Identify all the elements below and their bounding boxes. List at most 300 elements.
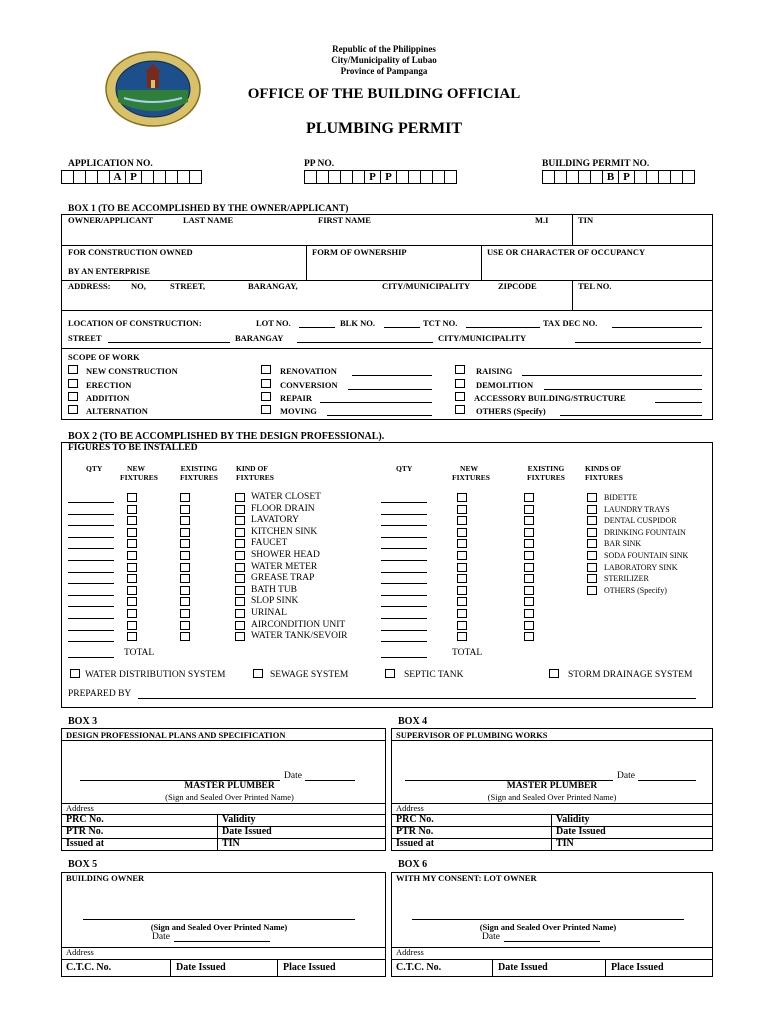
fixture-qty-field[interactable] [381,618,427,619]
box4-title: SUPERVISOR OF PLUMBING WORKS [396,730,548,740]
system-label: WATER DISTRIBUTION SYSTEM [85,670,226,680]
scope-option-label: DEMOLITION [476,380,534,390]
fixture-kind-checkbox[interactable] [235,551,245,560]
box3-address-label: Address [66,803,94,813]
existing-fixture-checkbox[interactable] [180,528,190,537]
fixture-qty-field[interactable] [381,525,427,526]
scope-option-label: REPAIR [280,393,312,403]
fixture-qty-field[interactable] [68,572,114,573]
fixture-kind-label: BIDETTE [604,493,638,502]
qty-header: QTY [86,464,103,473]
application-prefix-2: P [126,170,142,184]
fixture-qty-field[interactable] [381,514,427,515]
fixture-qty-field[interactable] [68,502,114,503]
fixture-qty-field[interactable] [381,595,427,596]
fixture-kind-label: LABORATORY SINK [604,562,678,572]
fixture-kind-label: WATER TANK/SEVOIR [251,631,348,642]
loc-street-label: STREET [68,333,102,343]
application-no-field[interactable] [61,170,202,184]
box3-divider [217,814,218,851]
fixture-kind-label: SODA FOUNTAIN SINK [604,551,689,560]
fixture-qty-field[interactable] [381,606,427,607]
new-fixture-checkbox[interactable] [127,505,137,514]
new-fixture-checkbox[interactable] [127,563,137,572]
mi-label: M.I [535,215,549,225]
fixture-kind-checkbox[interactable] [235,505,245,514]
address-no-label: NO, [131,281,146,291]
new-fixture-checkbox[interactable] [457,632,467,641]
box4-tin-label: TIN [556,838,574,849]
fixture-kind-checkbox[interactable] [235,539,245,548]
fixture-kind-label: OTHERS (Specify) [604,585,667,595]
system-label: SEPTIC TANK [404,670,464,680]
box4-divider [391,803,713,804]
fixture-kind-label: DENTAL CUSPIDOR [604,516,677,526]
blk-no-field[interactable] [384,327,420,328]
fixture-kind-label: AIRCONDITION UNIT [251,619,346,630]
address-barangay-label: BARANGAY, [248,281,298,291]
box5-divider [277,959,278,977]
box1-divider [306,245,307,280]
new-fixtures-header [120,464,158,482]
existing-fixture-checkbox[interactable] [524,574,534,583]
scope-checkbox[interactable] [68,405,78,414]
kinds-fixtures-header [585,464,623,482]
fixture-kind-checkbox[interactable] [587,516,597,525]
fixture-qty-field[interactable] [68,630,114,631]
scope-specify-field[interactable] [327,415,432,416]
scope-checkbox[interactable] [68,365,78,374]
fixture-kind-label: BATH TUB [251,584,298,595]
fixture-kind-checkbox[interactable] [235,516,245,525]
box3-validity-label: Validity [222,814,256,825]
existing-fixtures-header-line: EXISTING [527,464,565,473]
location-label: LOCATION OF CONSTRUCTION: [68,318,202,328]
total-qty-field[interactable] [68,657,114,658]
scope-checkbox[interactable] [68,379,78,388]
building-prefix-2: P [619,170,635,184]
scope-option-label: ACCESSORY BUILDING/STRUCTURE [474,393,626,403]
existing-fixture-checkbox[interactable] [524,528,534,537]
box6-divider [391,959,713,960]
fixture-kind-checkbox[interactable] [235,528,245,537]
prepared-by-label: PREPARED BY [68,689,132,699]
fixture-kind-checkbox[interactable] [587,528,597,537]
box3-title: DESIGN PROFESSIONAL PLANS AND SPECIFICATION [66,730,286,740]
tax-dec-field[interactable] [612,327,702,328]
fixture-qty-field[interactable] [68,537,114,538]
scope-checkbox[interactable] [455,392,465,401]
fixture-kind-checkbox[interactable] [235,621,245,630]
fixture-kind-checkbox[interactable] [235,609,245,618]
existing-fixtures-header-line: EXISTING [180,464,218,473]
fixture-kind-checkbox[interactable] [587,539,597,548]
box5-divider [61,947,386,948]
new-fixture-checkbox[interactable] [127,597,137,606]
fixture-qty-field[interactable] [381,502,427,503]
scope-checkbox[interactable] [68,392,78,401]
loc-barangay-label: BARANGAY [235,333,284,343]
use-occupancy-label: USE OR CHARACTER OF OCCUPANCY [487,247,646,257]
header-municipality: City/Municipality of Lubao [331,55,437,65]
kinds-fixtures-header-line: KINDS OF [585,464,622,473]
box6-divider [605,959,606,977]
existing-fixture-checkbox[interactable] [180,551,190,560]
kind-fixtures-header-line: KIND OF [236,464,268,473]
box4-ptr-label: PTR No. [396,826,434,837]
box4-address-label: Address [396,803,424,813]
existing-fixture-checkbox[interactable] [180,609,190,618]
fixture-kind-label: SLOP SINK [251,596,299,607]
header-republic: Republic of the Philippines [332,44,436,54]
total-label: TOTAL [124,648,155,658]
box2-title: BOX 2 (TO BE ACCOMPLISHED BY THE DESIGN PROFESSIONAL). [68,431,385,442]
new-fixture-checkbox[interactable] [127,574,137,583]
existing-fixtures-header [520,464,572,482]
box4-date-issued-label: Date Issued [556,826,606,837]
scope-checkbox[interactable] [261,379,271,388]
system-label: SEWAGE SYSTEM [270,670,349,680]
fixture-qty-field[interactable] [68,606,114,607]
box4-master-plumber: MASTER PLUMBER [506,781,598,791]
fixture-kind-checkbox[interactable] [587,586,597,595]
box6-date-issued-label: Date Issued [498,962,548,973]
box1-divider [572,280,573,310]
last-name-label: LAST NAME [183,215,234,225]
box6-sign-note: (Sign and Sealed Over Printed Name) [479,922,617,932]
scope-checkbox[interactable] [455,379,465,388]
fixture-kind-label: KITCHEN SINK [251,526,318,537]
new-fixture-checkbox[interactable] [127,586,137,595]
new-fixtures-header-line: NEW [127,464,145,473]
scope-of-work-label: SCOPE OF WORK [68,352,140,362]
new-fixture-checkbox[interactable] [127,539,137,548]
address-street-label: STREET, [170,281,206,291]
fixture-qty-field[interactable] [381,630,427,631]
tin-label: TIN [578,215,594,225]
loc-barangay-field[interactable] [297,342,433,343]
box3-prc-label: PRC No. [66,814,104,825]
box5-sign-note: (Sign and Sealed Over Printed Name) [150,922,288,932]
construction-owned-label: FOR CONSTRUCTION OWNED [68,247,193,257]
building-prefix-1: B [603,170,619,184]
box5-place-issued-label: Place Issued [283,962,336,973]
existing-fixture-checkbox[interactable] [524,609,534,618]
fixture-qty-field[interactable] [68,548,114,549]
new-fixture-checkbox[interactable] [127,528,137,537]
box6-date-label: Date [482,932,500,942]
lot-no-label: LOT NO. [256,318,291,328]
scope-checkbox[interactable] [455,405,465,414]
system-label: STORM DRAINAGE SYSTEM [568,670,693,680]
existing-fixture-checkbox[interactable] [180,586,190,595]
box3-divider [61,803,386,804]
fixture-kind-label: SHOWER HEAD [251,550,320,560]
kinds-fixtures-header-line: FIXTURES [585,473,623,482]
scope-option-label: RAISING [476,366,513,376]
fixture-kind-checkbox[interactable] [587,505,597,514]
page-title: PLUMBING PERMIT [306,120,462,137]
scope-checkbox[interactable] [261,405,271,414]
existing-fixture-checkbox[interactable] [180,563,190,572]
scope-checkbox[interactable] [261,392,271,401]
box3-ptr-label: PTR No. [66,826,104,837]
pp-prefix-1: P [365,170,381,184]
scope-specify-field[interactable] [522,375,702,376]
box4-date-label: Date [617,771,635,781]
existing-fixture-checkbox[interactable] [180,597,190,606]
box3-issued-at-label: Issued at [66,838,105,849]
new-fixtures-header-line: FIXTURES [120,473,158,482]
system-checkbox[interactable] [385,669,395,678]
box6-address-label: Address [396,947,424,957]
fixture-kind-label: LAVATORY [251,515,300,526]
scope-specify-field[interactable] [544,389,702,390]
new-fixture-checkbox[interactable] [127,516,137,525]
box4-label: BOX 4 [398,716,428,727]
box4-divider [391,740,713,741]
scope-option-label: ALTERNATION [86,406,148,416]
fixture-qty-field[interactable] [381,641,427,642]
box1-title: BOX 1 (TO BE ACCOMPLISHED BY THE OWNER/APPLICANT) [68,204,349,214]
fixture-kind-checkbox[interactable] [587,563,597,572]
new-fixture-checkbox[interactable] [127,609,137,618]
new-fixtures-header-line: NEW [460,464,478,473]
fixture-qty-field[interactable] [68,583,114,584]
tct-no-field[interactable] [466,327,540,328]
fixture-kind-label: DRINKING FOUNTAIN [604,527,686,537]
qty-header: QTY [396,464,413,473]
new-fixture-checkbox[interactable] [457,586,467,595]
box6-label: BOX 6 [398,859,428,870]
fixture-kind-checkbox[interactable] [235,563,245,572]
blk-no-label: BLK NO. [340,318,375,328]
by-enterprise-label: BY AN ENTERPRISE [68,266,150,276]
box5-date-field[interactable] [174,941,270,942]
box5-title: BUILDING OWNER [66,873,145,883]
application-prefix-1: A [110,170,126,184]
loc-city-label: CITY/MUNICIPALITY [438,333,527,343]
fixture-qty-field[interactable] [381,548,427,549]
existing-fixture-checkbox[interactable] [180,574,190,583]
scope-option-label: CONVERSION [280,380,338,390]
new-fixture-checkbox[interactable] [127,621,137,630]
existing-fixtures-header [174,464,224,482]
fixture-qty-field[interactable] [381,572,427,573]
fixture-kind-label: FLOOR DRAIN [251,503,315,514]
box3-sign-note: (Sign and Sealed Over Printed Name) [165,792,294,802]
box5-signature-line[interactable] [83,919,355,920]
scope-specify-field[interactable] [655,402,702,403]
existing-fixture-checkbox[interactable] [524,539,534,548]
box3-master-plumber: MASTER PLUMBER [184,781,275,791]
fixture-kind-label: FAUCET [251,538,288,549]
new-fixture-checkbox[interactable] [457,505,467,514]
box6-place-issued-label: Place Issued [611,962,664,973]
address-label: ADDRESS: [68,281,111,291]
existing-fixture-checkbox[interactable] [524,621,534,630]
kind-fixtures-header [236,464,274,482]
fixture-kind-label: WATER CLOSET [251,492,321,502]
scope-checkbox[interactable] [455,365,465,374]
application-no-label: APPLICATION NO. [68,159,153,169]
fixture-qty-field[interactable] [381,560,427,561]
new-fixture-checkbox[interactable] [457,516,467,525]
box5-date-issued-label: Date Issued [176,962,226,973]
box1-divider [61,310,713,311]
new-fixture-checkbox[interactable] [127,551,137,560]
scope-option-label: NEW CONSTRUCTION [86,366,178,376]
fixture-kind-checkbox[interactable] [235,597,245,606]
existing-fixture-checkbox[interactable] [180,539,190,548]
address-zipcode-label: ZIPCODE [498,281,537,291]
fixture-kind-checkbox[interactable] [587,551,597,560]
new-fixture-checkbox[interactable] [457,528,467,537]
existing-fixture-checkbox[interactable] [524,505,534,514]
fixture-kind-checkbox[interactable] [235,632,245,641]
building-permit-no-field[interactable] [542,170,695,184]
scope-option-label: ADDITION [86,393,130,403]
box3-date-label: Date [284,771,302,781]
box6-signature-line[interactable] [412,919,684,920]
new-fixture-checkbox[interactable] [457,551,467,560]
loc-street-field[interactable] [108,342,230,343]
prepared-by-field[interactable] [138,698,696,699]
existing-fixture-checkbox[interactable] [524,551,534,560]
pp-no-field[interactable] [304,170,457,184]
new-fixture-checkbox[interactable] [457,493,467,502]
kind-fixtures-header-line: FIXTURES [236,473,274,482]
box1-divider [572,214,573,245]
scope-specify-field[interactable] [320,402,432,403]
header-province: Province of Pampanga [340,66,428,76]
fixture-kind-checkbox[interactable] [235,574,245,583]
box4-prc-label: PRC No. [396,814,434,825]
box4-divider [391,814,713,815]
fixture-qty-field[interactable] [68,560,114,561]
box6-title: WITH MY CONSENT: LOT OWNER [396,873,537,883]
scope-option-label: MOVING [280,406,317,416]
box6-ctc-label: C.T.C. No. [396,962,442,973]
pp-no-label: PP NO. [304,159,335,169]
new-fixture-checkbox[interactable] [127,493,137,502]
scope-specify-field[interactable] [348,389,432,390]
lot-no-field[interactable] [299,327,335,328]
fixture-qty-field[interactable] [68,595,114,596]
system-checkbox[interactable] [549,669,559,678]
box4-divider [391,826,713,827]
scope-checkbox[interactable] [261,365,271,374]
tax-dec-label: TAX DEC NO. [543,318,598,328]
fixture-qty-field[interactable] [68,618,114,619]
tct-no-label: TCT NO. [423,318,458,328]
fixture-qty-field[interactable] [381,537,427,538]
box4-divider [391,838,713,839]
fixture-kind-label: BAR SINK [604,539,642,549]
fixture-kind-checkbox[interactable] [235,493,245,502]
new-fixture-checkbox[interactable] [457,621,467,630]
box5-divider [61,959,386,960]
box3-tin-label: TIN [222,838,240,849]
new-fixture-checkbox[interactable] [457,539,467,548]
box4-divider [551,814,552,851]
box2-subtitle: FIGURES TO BE INSTALLED [68,443,198,453]
total-label: TOTAL [452,648,483,658]
new-fixtures-header [452,464,490,482]
scope-option-label: ERECTION [86,380,132,390]
existing-fixture-checkbox[interactable] [180,493,190,502]
new-fixture-checkbox[interactable] [457,597,467,606]
pp-prefix-2: P [381,170,397,184]
fixture-kind-checkbox[interactable] [587,493,597,502]
existing-fixture-checkbox[interactable] [524,597,534,606]
total-qty-field[interactable] [381,657,427,658]
fixture-qty-field[interactable] [68,525,114,526]
existing-fixture-checkbox[interactable] [524,586,534,595]
fixture-kind-checkbox[interactable] [235,586,245,595]
fixture-kind-label: GREASE TRAP [251,573,315,584]
new-fixtures-header-line: FIXTURES [452,473,490,482]
fixture-qty-field[interactable] [381,583,427,584]
existing-fixture-checkbox[interactable] [524,632,534,641]
new-fixture-checkbox[interactable] [457,574,467,583]
box5-label: BOX 5 [68,859,98,870]
existing-fixture-checkbox[interactable] [180,505,190,514]
new-fixture-checkbox[interactable] [457,563,467,572]
building-permit-no-label: BUILDING PERMIT NO. [542,159,650,169]
system-checkbox[interactable] [253,669,263,678]
existing-fixture-checkbox[interactable] [180,516,190,525]
scope-option-label: RENOVATION [280,366,337,376]
scope-specify-field[interactable] [560,415,702,416]
address-city-label: CITY/MUNICIPALITY [382,281,471,291]
box3-label: BOX 3 [68,716,98,727]
fixture-kind-label: URINAL [251,608,287,618]
system-checkbox[interactable] [70,669,80,678]
box6-divider [391,947,713,948]
box1-divider [61,348,713,349]
box5-divider [170,959,171,977]
new-fixture-checkbox[interactable] [457,609,467,618]
existing-fixture-checkbox[interactable] [180,621,190,630]
first-name-label: FIRST NAME [318,215,371,225]
box1-divider [61,245,713,246]
new-fixture-checkbox[interactable] [127,632,137,641]
box4-validity-label: Validity [556,814,590,825]
box4-issued-at-label: Issued at [396,838,435,849]
box6-date-field[interactable] [504,941,600,942]
fixture-kind-checkbox[interactable] [587,574,597,583]
box6-divider [492,959,493,977]
owner-applicant-label: OWNER/APPLICANT [68,215,154,225]
scope-option-label: OTHERS (Specify) [476,406,546,416]
fixture-kind-label: WATER METER [251,561,318,572]
existing-fixture-checkbox[interactable] [524,493,534,502]
existing-fixture-checkbox[interactable] [180,632,190,641]
fixture-kind-label: LAUNDRY TRAYS [604,504,670,514]
box5-date-label: Date [152,932,170,942]
existing-fixtures-header-line: FIXTURES [180,473,218,482]
existing-fixture-checkbox[interactable] [524,563,534,572]
box5-ctc-label: C.T.C. No. [66,962,112,973]
fixture-qty-field[interactable] [68,514,114,515]
existing-fixtures-header-line: FIXTURES [527,473,565,482]
form-ownership-label: FORM OF OWNERSHIP [312,247,407,257]
existing-fixture-checkbox[interactable] [524,516,534,525]
fixture-qty-field[interactable] [68,641,114,642]
scope-specify-field[interactable] [352,375,432,376]
loc-city-field[interactable] [575,342,701,343]
